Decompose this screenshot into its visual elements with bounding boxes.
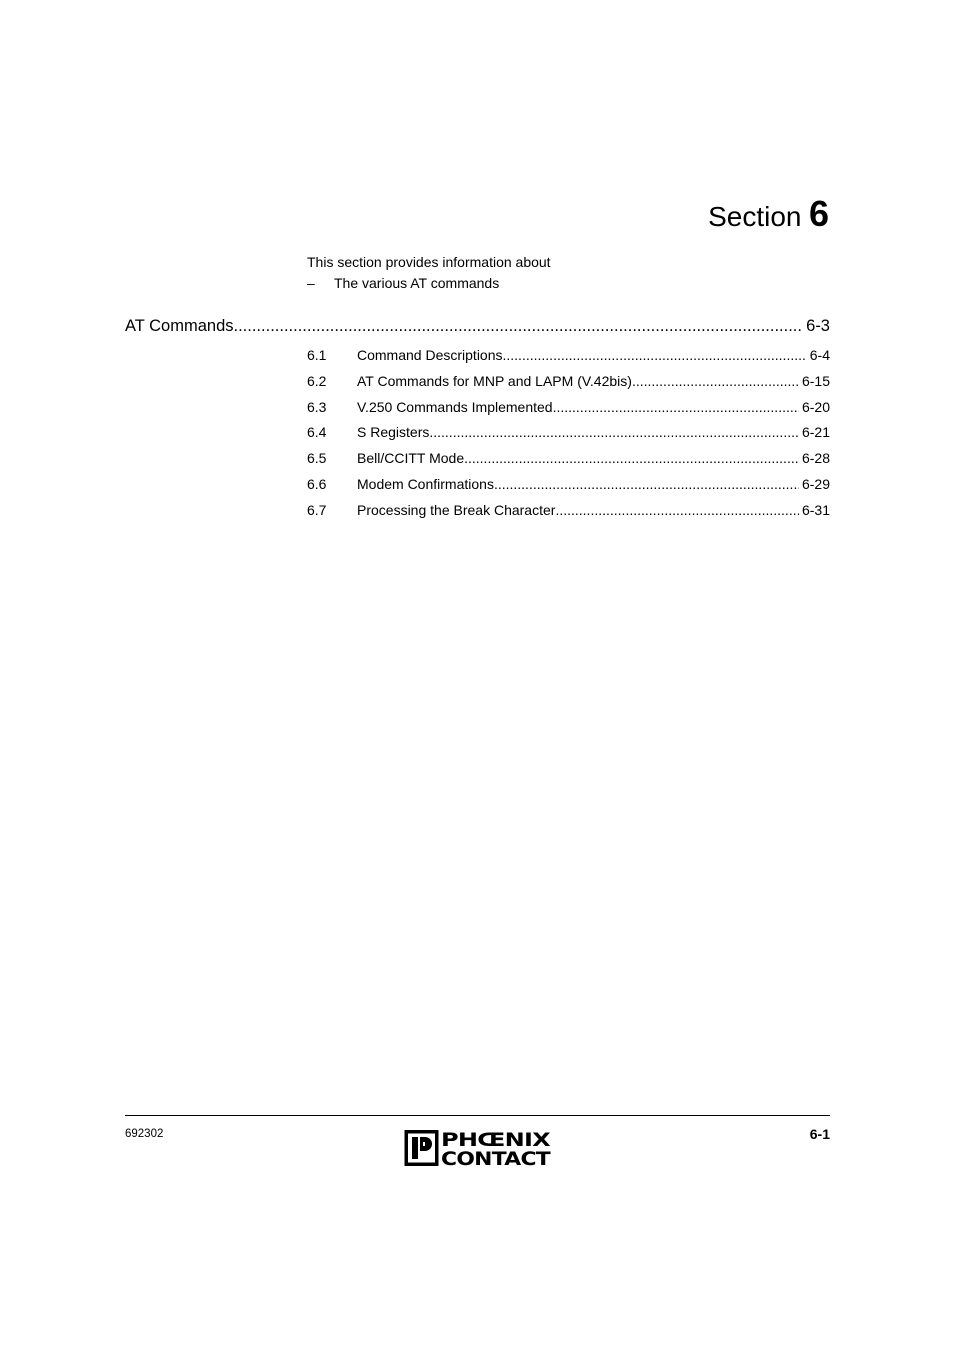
toc-entry-title: S Registers xyxy=(357,424,430,441)
toc-entry-page: 6-29 xyxy=(801,475,830,492)
toc-entry-page: 6-15 xyxy=(801,372,830,389)
toc-main-title: AT Commands xyxy=(125,317,234,335)
toc-entry-title: AT Commands for MNP and LAPM (V.42bis) xyxy=(357,372,632,389)
section-heading-word: Section xyxy=(708,201,802,232)
toc-entry-page: 6-4 xyxy=(809,347,830,363)
toc-dot-leader xyxy=(429,420,799,446)
toc-entry-page: 6-20 xyxy=(801,398,830,415)
toc-dot-leader xyxy=(503,343,807,369)
toc-main-entry[interactable] xyxy=(125,315,830,337)
svg-text:CONTACT: CONTACT xyxy=(441,1148,551,1168)
toc-entry[interactable] xyxy=(307,420,830,446)
phoenix-contact-logo xyxy=(404,1128,552,1168)
svg-text:PHŒNIX: PHŒNIX xyxy=(441,1129,552,1151)
toc-entry-number: 6.5 xyxy=(307,450,327,467)
toc-entry-title: Bell/CCITT Mode xyxy=(357,450,465,467)
footer-page-number: 6-1 xyxy=(809,1126,830,1142)
bullet-text: The various AT commands xyxy=(334,275,500,291)
toc-entry-number: 6.6 xyxy=(307,475,327,492)
section-heading-number: 6 xyxy=(808,193,829,234)
toc-entry[interactable] xyxy=(307,395,830,421)
toc-entry-page: 6-31 xyxy=(801,501,830,518)
section-heading xyxy=(708,193,829,234)
toc-entry-number: 6.7 xyxy=(307,501,327,518)
footer-divider xyxy=(125,1115,830,1116)
toc-entry[interactable] xyxy=(307,498,830,524)
intro-bullet xyxy=(307,273,551,294)
toc-dot-leader xyxy=(555,498,799,524)
section-intro xyxy=(307,252,551,294)
intro-text: This section provides information about xyxy=(307,254,551,270)
footer-doc-number: 692302 xyxy=(125,1128,164,1140)
toc-entry-number: 6.4 xyxy=(307,424,327,441)
toc-entry-title: Command Descriptions xyxy=(357,347,503,363)
toc-entry-number: 6.1 xyxy=(307,347,327,363)
toc-entry-title: Modem Confirmations xyxy=(357,475,494,492)
toc-dot-leader xyxy=(234,315,804,337)
toc-entry-number: 6.3 xyxy=(307,398,327,415)
toc-dot-leader xyxy=(553,395,799,421)
toc-entry-page: 6-28 xyxy=(801,450,830,467)
toc-entry[interactable] xyxy=(307,343,830,369)
toc-sub-list xyxy=(307,343,830,524)
toc-entry-title: Processing the Break Character xyxy=(357,501,556,518)
toc-entry[interactable] xyxy=(307,369,830,395)
bullet-dash: – xyxy=(307,275,315,291)
toc-entry[interactable] xyxy=(307,472,830,498)
toc-dot-leader xyxy=(464,446,799,472)
toc-entry-number: 6.2 xyxy=(307,372,327,389)
toc-dot-leader xyxy=(632,369,799,395)
toc-entry-title: V.250 Commands Implemented xyxy=(357,398,553,415)
toc-main-page: 6-3 xyxy=(806,317,830,335)
toc-dot-leader xyxy=(494,472,799,498)
toc-entry[interactable] xyxy=(307,446,830,472)
toc-entry-page: 6-21 xyxy=(801,424,830,441)
